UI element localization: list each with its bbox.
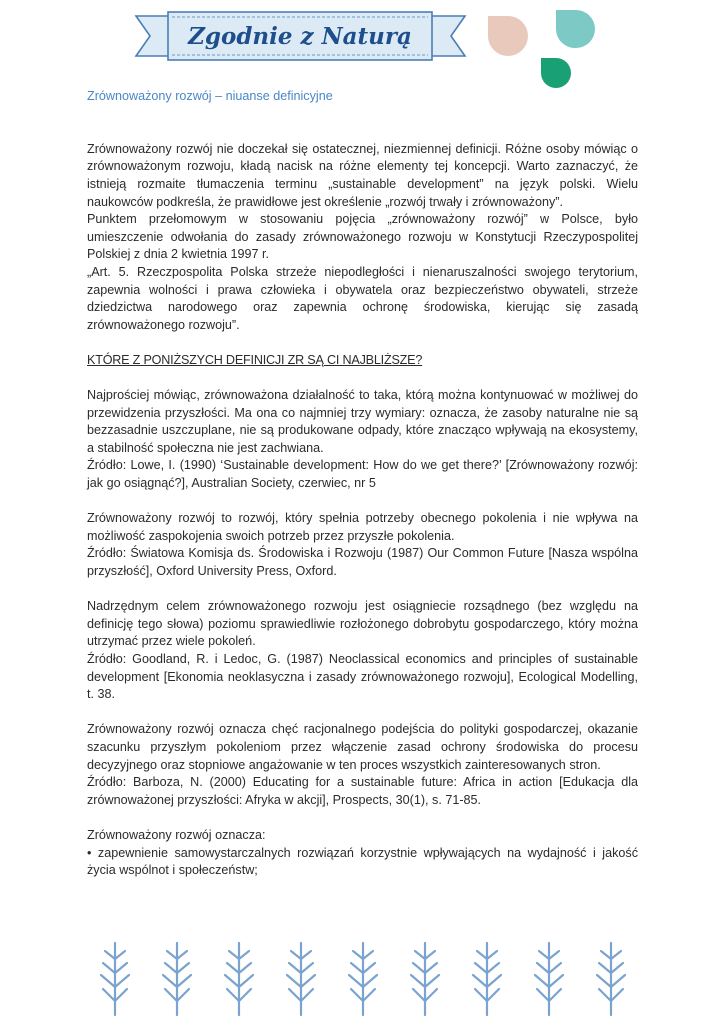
teal-leaf-shape [556, 10, 595, 48]
plant-icon [349, 943, 377, 1015]
header-graphics [0, 0, 725, 92]
definition-source: Źródło: Lowe, I. (1990) ‘Sustainable development: How do we get there?’ [Zrównoważony rozwój: jak go osiągnąć?], Australian Society, czerwiec, nr 5 [87, 458, 638, 491]
plant-icon [535, 943, 563, 1015]
list-item: • zapewnienie samowystarczalnych rozwiązań korzystnie wpływających na wydajność i jakość życia wspólnot i społeczeństw; [87, 845, 638, 878]
definition-source: Źródło: Światowa Komisja ds. Środowiska i Rozwoju (1987) Our Common Future [Nasza wspólna przyszłość], Oxford University Press, Oxford. [87, 546, 638, 579]
intro-paragraph: Zrównoważony rozwój nie doczekał się ostatecznej, niezmiennej definicji. Różne osoby mówiąc o zrównoważonym rozwoju, kładą nacisk na różne elementy tej koncepcji. Warto zaznaczyć, że istnieją rozmaite tłumaczenia terminu „sustainable development” na język polski. Wielu naukowców podkreśla, że prawidłowe jest określenie „rozwój trwały i zrównoważony”. [87, 141, 638, 209]
constitution-paragraph: Punktem przełomowym w stosowaniu pojęcia „zrównoważony rozwój” w Polsce, było umieszczenie odwołania do zasady zrównoważonego rozwoju w Konstytucji Rzeczypospolitej Polskiej z dnia 2 kwietnia 1997 r. [87, 212, 638, 262]
definition-text: Najprościej mówiąc, zrównoważona działalność to taka, którą można kontynuować w możliwej do przewidzenia przyszłości. Ma ona co najmniej trzy wymiary: oznacza, że zasoby naturalne nie są bezzasadnie uszczuplane, nie są produkowane odpady, które znacząco wpływają na ekosystemy, a stabilność społeczna nie jest zachwiana. [87, 388, 638, 455]
definition-text: Nadrzędnym celem zrównoważonego rozwoju jest osiągniecie rozsądnego (bez względu na definicję tego słowa) poziomu sprawiedliwie rozłożonego dobrobytu gospodarczego, który można utrzymać przez wiele pokoleń. [87, 599, 638, 649]
article-quote: „Art. 5. Rzeczpospolita Polska strzeże niepodległości i nienaruszalności swojego terytorium, zapewnia wolności i prawa człowieka i obywatela oraz bezpieczeństwo obywateli, strzeże dziedzictwa narodowego oraz zapewnia ochronę środowiska, kierując się zasadą zrównoważonego rozwoju”. [87, 264, 638, 332]
green-leaf-shape [541, 58, 571, 88]
definition-text: Zrównoważony rozwój oznacza chęć racjonalnego podejścia do polityki gospodarczej, okazanie szacunku przyszłym pokoleniom przez włączenie zasad ochrony środowiska do procesu decyzyjnego oraz stopniowe angażowanie w ten proces wszystkich zainteresowanych stron. [87, 722, 638, 772]
document-body [87, 88, 638, 880]
section-heading: Zrównoważony rozwój – niuanse definicyjne [87, 89, 333, 103]
plant-icon [473, 943, 501, 1015]
plant-icon [411, 943, 439, 1015]
definition-source: Źródło: Barboza, N. (2000) Educating for a sustainable future: Africa in action [Edukacja dla zrównoważonej przyszłości: Afryka w akcji], Prospects, 30(1), s. 71-85. [87, 775, 638, 807]
banner-title: Zgodnie z Naturą [188, 23, 412, 50]
page-footer [95, 935, 655, 1020]
plant-icon [287, 943, 315, 1015]
plant-border [95, 935, 655, 1020]
plant-icon [225, 943, 253, 1015]
page-header [0, 0, 725, 92]
plant-icon [101, 943, 129, 1015]
plant-icon [597, 943, 625, 1015]
plant-icon [163, 943, 191, 1015]
question-heading: KTÓRE Z PONIŻSZYCH DEFINICJI ZR SĄ CI NAJBLIŻSZE? [87, 352, 423, 367]
list-intro: Zrównoważony rozwój oznacza: [87, 827, 266, 842]
definition-source: Źródło: Goodland, R. i Ledoc, G. (1987) Neoclassical economics and principles of sustainable development [Ekonomia neoklasyczna i zasady zrównoważonego rozwoju], Ecological Modelling, t. 38. [87, 652, 638, 702]
definition-text: Zrównoważony rozwój to rozwój, który spełnia potrzeby obecnego pokolenia i nie wpływa na możliwość zaspokojenia swoich potrzeb przez przyszłe pokolenia. [87, 511, 638, 543]
peach-leaf-shape [488, 16, 528, 56]
